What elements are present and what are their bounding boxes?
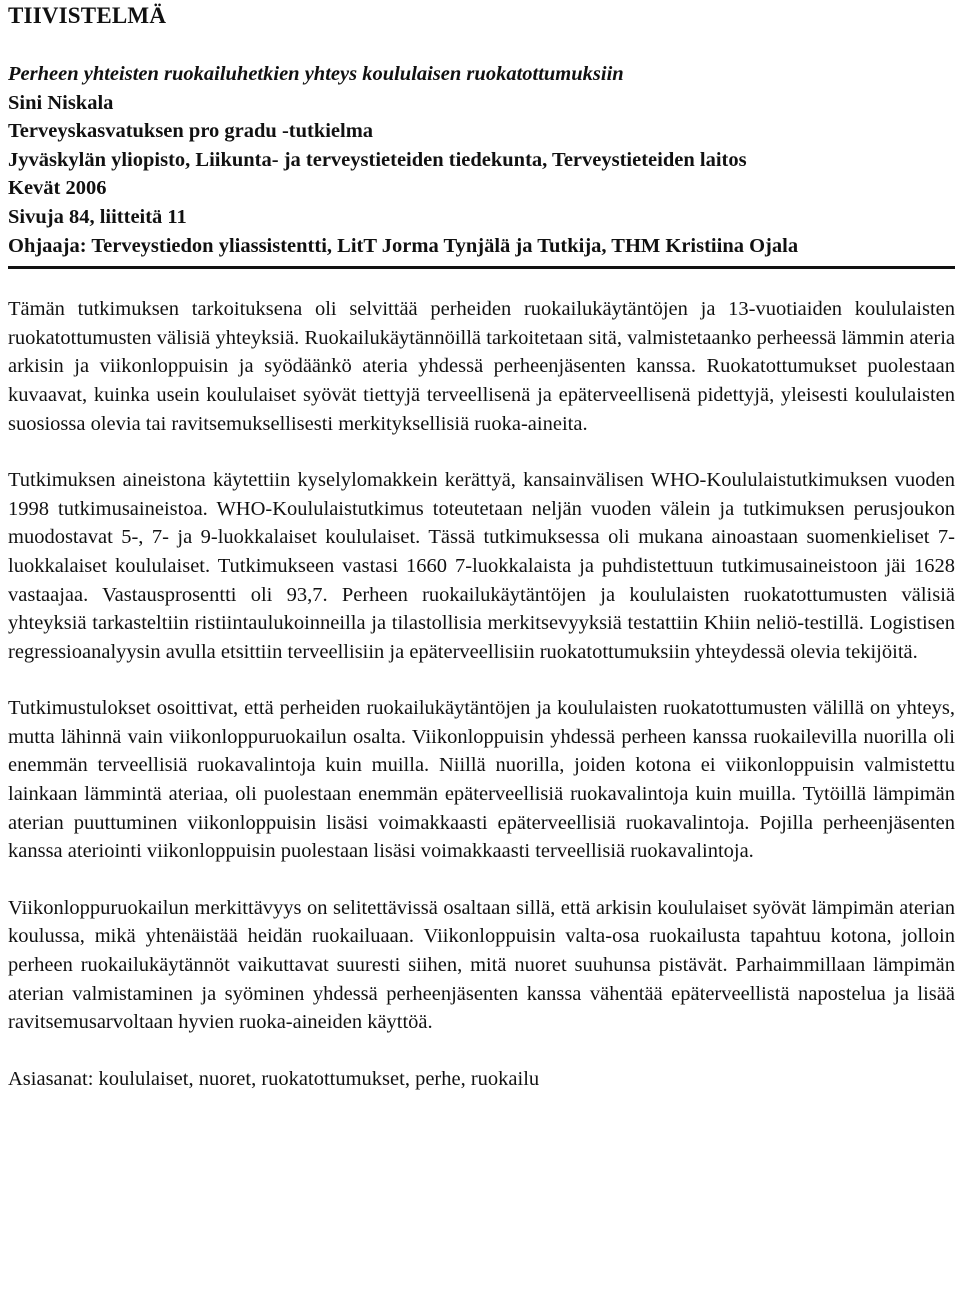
author-name: Sini Niskala (8, 91, 114, 114)
abstract-paragraph-3: Tutkimustulokset osoittivat, että perheiden ruokailukäytäntöjen ja koululaisten ruokatottumusten välillä on yhteys, mutta lähinnä vain viikonloppuruokailun osalta. Viikonloppuisin yhdessä perheen kanssa ruokailevilla nuorilla oli enemmän terveellisiä ruokavalintoja kuin muilla. Niillä nuorilla, joiden kotona ei viikonloppuisin valmistettu lainkaan lämmintä ateriaa, oli puolestaan enemmän epäterveellisiä ruokavalintoja kuin muilla. Tytöillä lämpimän aterian puuttuminen viikonloppuisin lisäsi voimakkaasti epäterveellisiä ruokavalintoja. Pojilla perheenjäsenten kanssa ateriointi viikonloppuisin puolestaan lisäsi voimakkaasti terveellisiä ruokavalintoja. (8, 697, 955, 863)
page-count: Sivuja 84, liitteitä 11 (8, 205, 187, 228)
keywords: Asiasanat: koululaiset, nuoret, ruokatottumukset, perhe, ruokailu (8, 1067, 540, 1090)
thesis-type: Terveyskasvatuksen pro gradu -tutkielma (8, 120, 374, 143)
thesis-metadata (8, 60, 955, 260)
abstract-paragraph-2: Tutkimuksen aineistona käytettiin kyselylomakkein kerättyä, kansainvälisen WHO-Koululaistutkimuksen vuoden 1998 tutkimusaineistoa. WHO-Koululaistutkimus toteutetaan neljän vuoden välein ja tutkimuksen perusjoukon muodostavat 5-, 7- ja 9-luokkalaiset koululaiset. Tässä tutkimuksessa oli mukana ainoastaan suomenkieliset 7-luokkalaiset koululaiset. Tutkimukseen vastasi 1660 7-luokkalaista ja puhdistettuun tutkimusaineistoon jäi 1628 vastaajaa. Vastausprosentti oli 93,7. Perheen ruokailukäytäntöjen ja koululaisten ruokatottumusten välisiä yhteyksiä tarkasteltiin ristiintaulukoinneilla ja tilastollisia merkitsevyyksiä testattiin Khiin neliö-testillä. Logistisen regressioanalyysin avulla etsittiin terveellisiin ja epäterveellisiin ruokatottumuksiin yhteydessä olevia tekijöitä. (8, 469, 955, 663)
institution: Jyväskylän yliopisto, Liikunta- ja terveystieteiden tiedekunta, Terveystieteiden laitos (8, 148, 747, 171)
supervisors: Ohjaaja: Terveystiedon yliassistentti, LitT Jorma Tynjälä ja Tutkija, THM Kristiina Ojala (8, 234, 799, 257)
abstract-body (8, 295, 955, 1037)
horizontal-rule (8, 266, 955, 269)
thesis-date: Kevät 2006 (8, 177, 107, 200)
abstract-paragraph-1: Tämän tutkimuksen tarkoituksena oli selvittää perheiden ruokailukäytäntöjen ja 13-vuotiaiden koululaisten ruokatottumusten välisiä yhteyksiä. Ruokailukäytännöillä tarkoitetaan sitä, valmistetaanko perheessä lämmin ateria arkisin ja viikonloppuisin ja syödäänkö ateria yhdessä perheenjäsenten kanssa. Ruokatottumukset puolestaan kuvaavat, kuinka usein koululaiset syövät tiettyjä terveellisenä ja epäterveellisenä pidettyjä, yleisesti koululaisten suosiossa olevia tai ravitsemuksellisesti merkityksellisiä ruoka-aineita. (8, 298, 955, 435)
thesis-title: Perheen yhteisten ruokailuhetkien yhteys koululaisen ruokatottumuksiin (8, 63, 624, 85)
abstract-paragraph-4: Viikonloppuruokailun merkittävyys on selitettävissä osaltaan sillä, että arkisin koululaiset syövät lämpimän aterian koulussa, mikä yhtenäistää heidän ruokailuaan. Viikonloppuisin valta-osa ruokailusta tapahtuu kotona, jolloin perheen ruokailukäytännöt vaikuttavat suuresti siihen, mitä nuoret suuhunsa pistävät. Parhaimmillaan lämpimän aterian valmistaminen ja syöminen yhdessä perheenjäsenten kanssa vähentää epäterveellistä napostelua ja lisää ravitsemusarvoltaan hyvien ruoka-aineiden käyttöä. (8, 896, 955, 1034)
document-page (8, 0, 955, 1093)
page-title: TIIVISTELMÄ (8, 3, 167, 28)
